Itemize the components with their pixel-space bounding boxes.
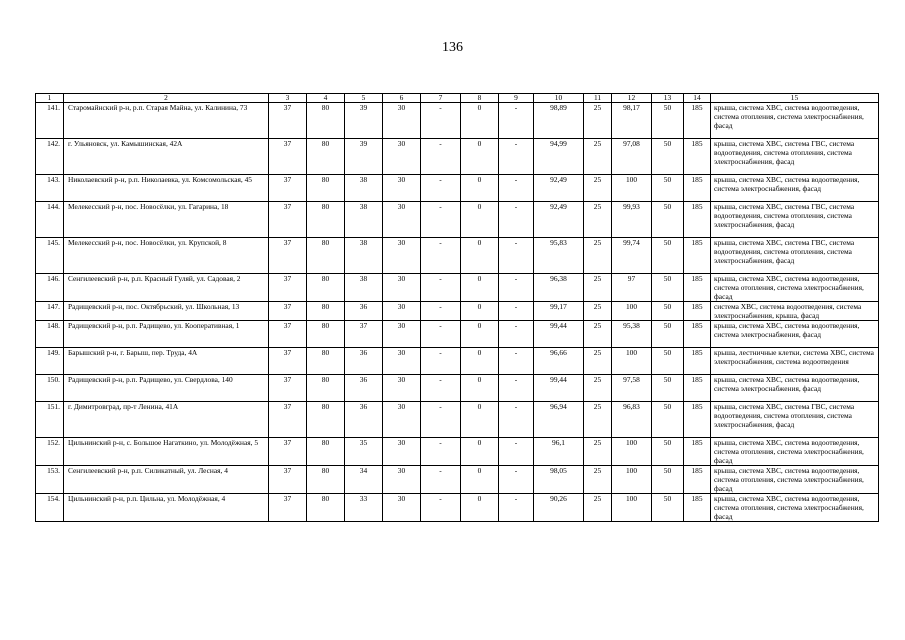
value-cell-c11: 25 (584, 274, 612, 302)
value-cell-c8: 0 (461, 302, 499, 321)
value-cell-c14: 185 (684, 202, 711, 238)
value-cell-c4: 80 (307, 175, 345, 202)
value-cell-c8: 0 (461, 494, 499, 522)
value-cell-c7: - (421, 438, 461, 466)
value-cell-c8: 0 (461, 139, 499, 175)
row-number: 150. (36, 375, 64, 402)
value-cell-c12: 100 (612, 175, 652, 202)
value-cell-c14: 185 (684, 302, 711, 321)
value-cell-c4: 80 (307, 466, 345, 494)
value-cell-c3: 37 (269, 175, 307, 202)
value-cell-c3: 37 (269, 438, 307, 466)
address-cell: Цильнинский р-н, с. Большое Нагаткино, ул. Молодёжная, 5 (64, 438, 269, 466)
works-cell: крыша, система ХВС, система водоотведения, система отопления, система электроснабжения, фасад (711, 274, 879, 302)
header-cell: 15 (711, 94, 879, 103)
value-cell-c9: - (499, 302, 534, 321)
value-cell-c10: 96,38 (534, 274, 584, 302)
address-cell: Мелекесский р-н, пос. Новосёлки, ул. Крупской, 8 (64, 238, 269, 274)
address-cell: г. Димитровград, пр-т Ленина, 41А (64, 402, 269, 438)
value-cell-c7: - (421, 238, 461, 274)
value-cell-c9: - (499, 375, 534, 402)
value-cell-c4: 80 (307, 139, 345, 175)
value-cell-c7: - (421, 402, 461, 438)
value-cell-c4: 80 (307, 238, 345, 274)
value-cell-c8: 0 (461, 375, 499, 402)
value-cell-c5: 36 (345, 348, 383, 375)
value-cell-c9: - (499, 466, 534, 494)
value-cell-c10: 92,49 (534, 202, 584, 238)
value-cell-c9: - (499, 494, 534, 522)
address-cell: Цильнинский р-н, р.п. Цильна, ул. Молодёжная, 4 (64, 494, 269, 522)
header-row (36, 94, 879, 103)
table-row (36, 494, 879, 522)
works-cell: крыша, система ХВС, система водоотведения, система электроснабжения, фасад (711, 375, 879, 402)
value-cell-c4: 80 (307, 494, 345, 522)
row-number: 149. (36, 348, 64, 375)
value-cell-c11: 25 (584, 321, 612, 348)
value-cell-c12: 97,58 (612, 375, 652, 402)
value-cell-c6: 30 (383, 494, 421, 522)
value-cell-c4: 80 (307, 348, 345, 375)
value-cell-c13: 50 (652, 175, 684, 202)
value-cell-c7: - (421, 466, 461, 494)
value-cell-c9: - (499, 321, 534, 348)
value-cell-c12: 100 (612, 438, 652, 466)
header-cell: 3 (269, 94, 307, 103)
value-cell-c10: 96,66 (534, 348, 584, 375)
header-cell: 4 (307, 94, 345, 103)
address-cell: Радищевский р-н, пос. Октябрьский, ул. Школьная, 13 (64, 302, 269, 321)
header-cell: 5 (345, 94, 383, 103)
value-cell-c3: 37 (269, 139, 307, 175)
header-cell: 14 (684, 94, 711, 103)
value-cell-c9: - (499, 438, 534, 466)
value-cell-c4: 80 (307, 321, 345, 348)
works-cell: крыша, система ХВС, система водоотведения, система отопления, система электроснабжения, фасад (711, 103, 879, 139)
value-cell-c5: 37 (345, 321, 383, 348)
row-number: 145. (36, 238, 64, 274)
value-cell-c14: 185 (684, 274, 711, 302)
row-number: 147. (36, 302, 64, 321)
value-cell-c5: 39 (345, 139, 383, 175)
table-row (36, 402, 879, 438)
value-cell-c6: 30 (383, 139, 421, 175)
value-cell-c12: 98,17 (612, 103, 652, 139)
works-cell: крыша, лестничные клетки, система ХВС, система электроснабжения, система водоотведения (711, 348, 879, 375)
value-cell-c9: - (499, 274, 534, 302)
value-cell-c13: 50 (652, 321, 684, 348)
value-cell-c12: 100 (612, 466, 652, 494)
value-cell-c13: 50 (652, 348, 684, 375)
value-cell-c13: 50 (652, 274, 684, 302)
value-cell-c7: - (421, 348, 461, 375)
works-cell: крыша, система ХВС, система ГВС, система водоотведения, система отопления, система электроснабжения, фасад (711, 238, 879, 274)
value-cell-c12: 97,08 (612, 139, 652, 175)
value-cell-c12: 99,93 (612, 202, 652, 238)
value-cell-c9: - (499, 238, 534, 274)
value-cell-c14: 185 (684, 348, 711, 375)
value-cell-c10: 98,89 (534, 103, 584, 139)
value-cell-c11: 25 (584, 494, 612, 522)
value-cell-c3: 37 (269, 302, 307, 321)
works-cell: крыша, система ХВС, система водоотведения, система отопления, система электроснабжения, фасад (711, 494, 879, 522)
value-cell-c8: 0 (461, 348, 499, 375)
value-cell-c7: - (421, 494, 461, 522)
value-cell-c8: 0 (461, 175, 499, 202)
value-cell-c11: 25 (584, 348, 612, 375)
value-cell-c13: 50 (652, 202, 684, 238)
value-cell-c6: 30 (383, 274, 421, 302)
value-cell-c14: 185 (684, 375, 711, 402)
table-row (36, 202, 879, 238)
value-cell-c5: 39 (345, 103, 383, 139)
header-cell: 2 (64, 94, 269, 103)
value-cell-c14: 185 (684, 175, 711, 202)
value-cell-c12: 100 (612, 494, 652, 522)
value-cell-c7: - (421, 103, 461, 139)
value-cell-c14: 185 (684, 466, 711, 494)
value-cell-c7: - (421, 321, 461, 348)
value-cell-c14: 185 (684, 139, 711, 175)
value-cell-c6: 30 (383, 348, 421, 375)
value-cell-c8: 0 (461, 402, 499, 438)
works-cell: крыша, система ХВС, система водоотведения, система электроснабжения, фасад (711, 175, 879, 202)
value-cell-c14: 185 (684, 438, 711, 466)
header-cell: 13 (652, 94, 684, 103)
value-cell-c14: 185 (684, 494, 711, 522)
row-number: 152. (36, 438, 64, 466)
value-cell-c8: 0 (461, 438, 499, 466)
header-cell: 9 (499, 94, 534, 103)
value-cell-c10: 92,49 (534, 175, 584, 202)
header-cell: 10 (534, 94, 584, 103)
value-cell-c5: 35 (345, 438, 383, 466)
value-cell-c12: 96,83 (612, 402, 652, 438)
value-cell-c5: 36 (345, 402, 383, 438)
value-cell-c6: 30 (383, 375, 421, 402)
value-cell-c14: 185 (684, 238, 711, 274)
value-cell-c10: 99,44 (534, 375, 584, 402)
row-number: 151. (36, 402, 64, 438)
value-cell-c9: - (499, 202, 534, 238)
value-cell-c10: 98,05 (534, 466, 584, 494)
value-cell-c10: 96,1 (534, 438, 584, 466)
value-cell-c4: 80 (307, 402, 345, 438)
works-cell: крыша, система ХВС, система водоотведения, система отопления, система электроснабжения, фасад (711, 466, 879, 494)
value-cell-c6: 30 (383, 438, 421, 466)
value-cell-c5: 38 (345, 274, 383, 302)
value-cell-c13: 50 (652, 139, 684, 175)
works-cell: крыша, система ХВС, система ГВС, система водоотведения, система отопления, система электроснабжения, фасад (711, 139, 879, 175)
value-cell-c3: 37 (269, 402, 307, 438)
row-number: 143. (36, 175, 64, 202)
value-cell-c12: 100 (612, 348, 652, 375)
value-cell-c6: 30 (383, 238, 421, 274)
value-cell-c11: 25 (584, 238, 612, 274)
value-cell-c8: 0 (461, 321, 499, 348)
value-cell-c7: - (421, 202, 461, 238)
header-cell: 8 (461, 94, 499, 103)
value-cell-c10: 95,83 (534, 238, 584, 274)
row-number: 148. (36, 321, 64, 348)
works-cell: крыша, система ХВС, система водоотведения, система электроснабжения, фасад (711, 321, 879, 348)
address-cell: Сенгилеевский р-н, р.п. Красный Гуляй, ул. Садовая, 2 (64, 274, 269, 302)
value-cell-c10: 99,17 (534, 302, 584, 321)
value-cell-c5: 38 (345, 175, 383, 202)
value-cell-c12: 100 (612, 302, 652, 321)
row-number: 144. (36, 202, 64, 238)
value-cell-c13: 50 (652, 402, 684, 438)
value-cell-c3: 37 (269, 238, 307, 274)
value-cell-c4: 80 (307, 103, 345, 139)
value-cell-c11: 25 (584, 402, 612, 438)
value-cell-c5: 36 (345, 302, 383, 321)
value-cell-c14: 185 (684, 402, 711, 438)
value-cell-c9: - (499, 402, 534, 438)
value-cell-c13: 50 (652, 375, 684, 402)
value-cell-c10: 96,94 (534, 402, 584, 438)
table-row (36, 348, 879, 375)
header-cell: 7 (421, 94, 461, 103)
value-cell-c5: 34 (345, 466, 383, 494)
value-cell-c4: 80 (307, 375, 345, 402)
row-number: 153. (36, 466, 64, 494)
address-cell: Барышский р-н, г. Барыш, пер. Труда, 4А (64, 348, 269, 375)
row-number: 142. (36, 139, 64, 175)
works-cell: крыша, система ХВС, система ГВС, система водоотведения, система отопления, система электроснабжения, фасад (711, 402, 879, 438)
value-cell-c9: - (499, 103, 534, 139)
value-cell-c6: 30 (383, 402, 421, 438)
table-row (36, 375, 879, 402)
value-cell-c3: 37 (269, 466, 307, 494)
value-cell-c4: 80 (307, 274, 345, 302)
value-cell-c11: 25 (584, 103, 612, 139)
value-cell-c10: 94,99 (534, 139, 584, 175)
value-cell-c7: - (421, 375, 461, 402)
value-cell-c14: 185 (684, 103, 711, 139)
value-cell-c9: - (499, 348, 534, 375)
value-cell-c10: 90,26 (534, 494, 584, 522)
row-number: 146. (36, 274, 64, 302)
value-cell-c12: 97 (612, 274, 652, 302)
table-row (36, 274, 879, 302)
works-cell: крыша, система ХВС, система водоотведения, система отопления, система электроснабжения, фасад (711, 438, 879, 466)
value-cell-c5: 36 (345, 375, 383, 402)
value-cell-c3: 37 (269, 494, 307, 522)
value-cell-c9: - (499, 175, 534, 202)
value-cell-c13: 50 (652, 494, 684, 522)
value-cell-c5: 38 (345, 238, 383, 274)
value-cell-c6: 30 (383, 175, 421, 202)
value-cell-c6: 30 (383, 103, 421, 139)
works-cell: система ХВС, система водоотведения, система электроснабжения, крыша, фасад (711, 302, 879, 321)
header-cell: 6 (383, 94, 421, 103)
value-cell-c11: 25 (584, 175, 612, 202)
value-cell-c13: 50 (652, 466, 684, 494)
value-cell-c8: 0 (461, 103, 499, 139)
value-cell-c6: 30 (383, 302, 421, 321)
value-cell-c12: 95,38 (612, 321, 652, 348)
value-cell-c13: 50 (652, 103, 684, 139)
row-number: 141. (36, 103, 64, 139)
value-cell-c3: 37 (269, 103, 307, 139)
value-cell-c6: 30 (383, 202, 421, 238)
value-cell-c11: 25 (584, 438, 612, 466)
value-cell-c11: 25 (584, 202, 612, 238)
table-row (36, 321, 879, 348)
value-cell-c8: 0 (461, 466, 499, 494)
value-cell-c4: 80 (307, 438, 345, 466)
header-cell: 11 (584, 94, 612, 103)
table-row (36, 139, 879, 175)
table-row (36, 302, 879, 321)
page-number: 136 (442, 40, 463, 55)
value-cell-c13: 50 (652, 438, 684, 466)
table-row (36, 466, 879, 494)
value-cell-c5: 38 (345, 202, 383, 238)
value-cell-c14: 185 (684, 321, 711, 348)
value-cell-c6: 30 (383, 321, 421, 348)
address-cell: Радищевский р-н, р.п. Радищево, ул. Кооперативная, 1 (64, 321, 269, 348)
value-cell-c3: 37 (269, 348, 307, 375)
value-cell-c6: 30 (383, 466, 421, 494)
value-cell-c11: 25 (584, 139, 612, 175)
address-cell: Старомайнский р-н, р.п. Старая Майна, ул. Калинина, 73 (64, 103, 269, 139)
address-cell: Мелекесский р-н, пос. Новосёлки, ул. Гагарина, 18 (64, 202, 269, 238)
table-row (36, 438, 879, 466)
value-cell-c3: 37 (269, 274, 307, 302)
value-cell-c8: 0 (461, 238, 499, 274)
table-row (36, 175, 879, 202)
header-cell: 12 (612, 94, 652, 103)
table-row (36, 238, 879, 274)
value-cell-c7: - (421, 139, 461, 175)
value-cell-c3: 37 (269, 375, 307, 402)
works-cell: крыша, система ХВС, система ГВС, система водоотведения, система отопления, система электроснабжения, фасад (711, 202, 879, 238)
value-cell-c11: 25 (584, 302, 612, 321)
address-cell: Сенгилеевский р-н, р.п. Силикатный, ул. Лесная, 4 (64, 466, 269, 494)
value-cell-c7: - (421, 175, 461, 202)
value-cell-c4: 80 (307, 202, 345, 238)
value-cell-c11: 25 (584, 466, 612, 494)
value-cell-c8: 0 (461, 274, 499, 302)
value-cell-c5: 33 (345, 494, 383, 522)
value-cell-c12: 99,74 (612, 238, 652, 274)
value-cell-c3: 37 (269, 202, 307, 238)
buildings-table (35, 93, 879, 522)
row-number: 154. (36, 494, 64, 522)
table-row (36, 103, 879, 139)
address-cell: Николаевский р-н, р.п. Николаевка, ул. Комсомольская, 45 (64, 175, 269, 202)
value-cell-c8: 0 (461, 202, 499, 238)
value-cell-c13: 50 (652, 302, 684, 321)
address-cell: Радищевский р-н, р.п. Радищево, ул. Свердлова, 140 (64, 375, 269, 402)
address-cell: г. Ульяновск, ул. Камышинская, 42А (64, 139, 269, 175)
value-cell-c11: 25 (584, 375, 612, 402)
value-cell-c7: - (421, 274, 461, 302)
value-cell-c9: - (499, 139, 534, 175)
value-cell-c3: 37 (269, 321, 307, 348)
value-cell-c13: 50 (652, 238, 684, 274)
value-cell-c10: 99,44 (534, 321, 584, 348)
header-cell: 1 (36, 94, 64, 103)
value-cell-c4: 80 (307, 302, 345, 321)
value-cell-c7: - (421, 302, 461, 321)
